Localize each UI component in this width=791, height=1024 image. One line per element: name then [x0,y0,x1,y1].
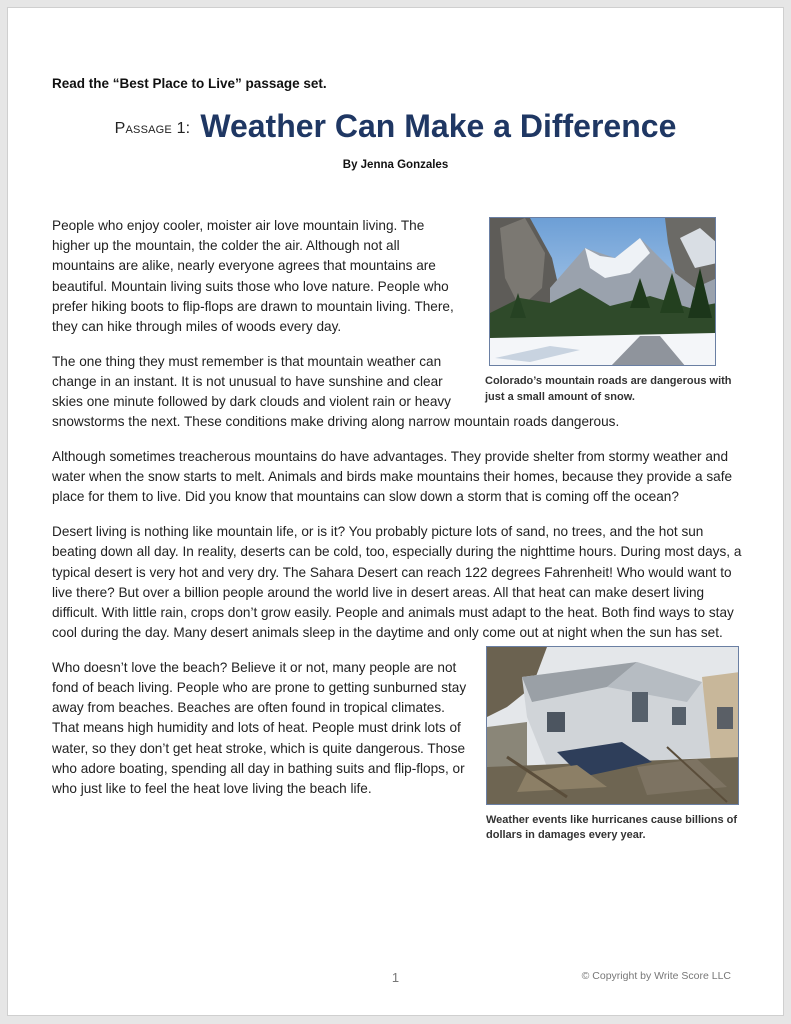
title-row [8,108,783,145]
paragraph: Although sometimes treacherous mountains do have advantages. They provide shelter from stormy weather and water when the snow starts to melt. Animals and birds make mountains their homes, because they provide a safe place for them to live. Did you know that mountains can slow down a storm that is coming off the ocean? [52,449,733,505]
figure-caption: Weather events like hurricanes cause billions of dollars in damages every year. [486,813,738,842]
paragraph: Desert living is nothing like mountain life, or is it? You probably picture lots of sand, no trees, and the hot sun beating down all day. In reality, deserts can be cold, too, especially during the nighttime hours. During most days, a typical desert is very hot and very dry. The Sahara Desert can reach 122 degrees Fahrenheit! Who would want to live there? But over a billion people around the world live in desert areas. All that heat can make desert living difficult. With little rain, crops don’t grow easily. People and animals must adapt to the heat. Both find ways to stay cool during the day. Many desert animals sleep in the daytime and only come out at night when the sun has set. [52,524,742,641]
figure-mountain-road [485,217,735,405]
copyright-notice: © Copyright by Write Score LLC [581,970,731,982]
hurricane-damaged-house-photo [486,646,739,805]
byline: By Jenna Gonzales [342,159,449,171]
passage-title: Weather Can Make a Difference [200,108,677,144]
snowy-mountain-road-photo [489,217,716,366]
document-page [7,7,784,1016]
passage-set-instruction: Read the “Best Place to Live” passage set. [52,76,327,91]
paragraph: People who enjoy cooler, moister air love mountain living. The higher up the mountain, the colder the air. Although not all mountains are alike, nearly everyone agrees that mountains are beautiful. Mountain living suits those who love nature. People who prefer hiking boots to flip-flops are drawn to mountain living. There, they can hike through miles of woods every day. [52,218,454,335]
page-number: 1 [391,970,400,985]
passage-body [52,216,742,844]
figure-hurricane-damage [486,646,742,844]
figure-caption: Colorado’s mountain roads are dangerous with just a small amount of snow. [485,375,732,403]
passage-label: Passage 1: [114,120,191,137]
paragraph: The one thing they must remember is that mountain weather can change in an instant. It is not unusual to have sunshine and clear skies one minute followed by dark clouds and violent rain or heavy snowstorms the next. These conditions make driving along narrow mountain roads dangerous. [52,353,620,430]
paragraph: Who doesn’t love the beach? Believe it or not, many people are not fond of beach living. People who are prone to getting sunburned stay away from beaches. Beaches are often found in tropical climates. That means high humidity and lots of heat. People must drink lots of water, so they don’t get heat stroke, which is quite dangerous. Those who adore boating, spending all day in bathing suits and flip-flops, or who just like to feel the heat love living the beach life. [52,659,467,797]
